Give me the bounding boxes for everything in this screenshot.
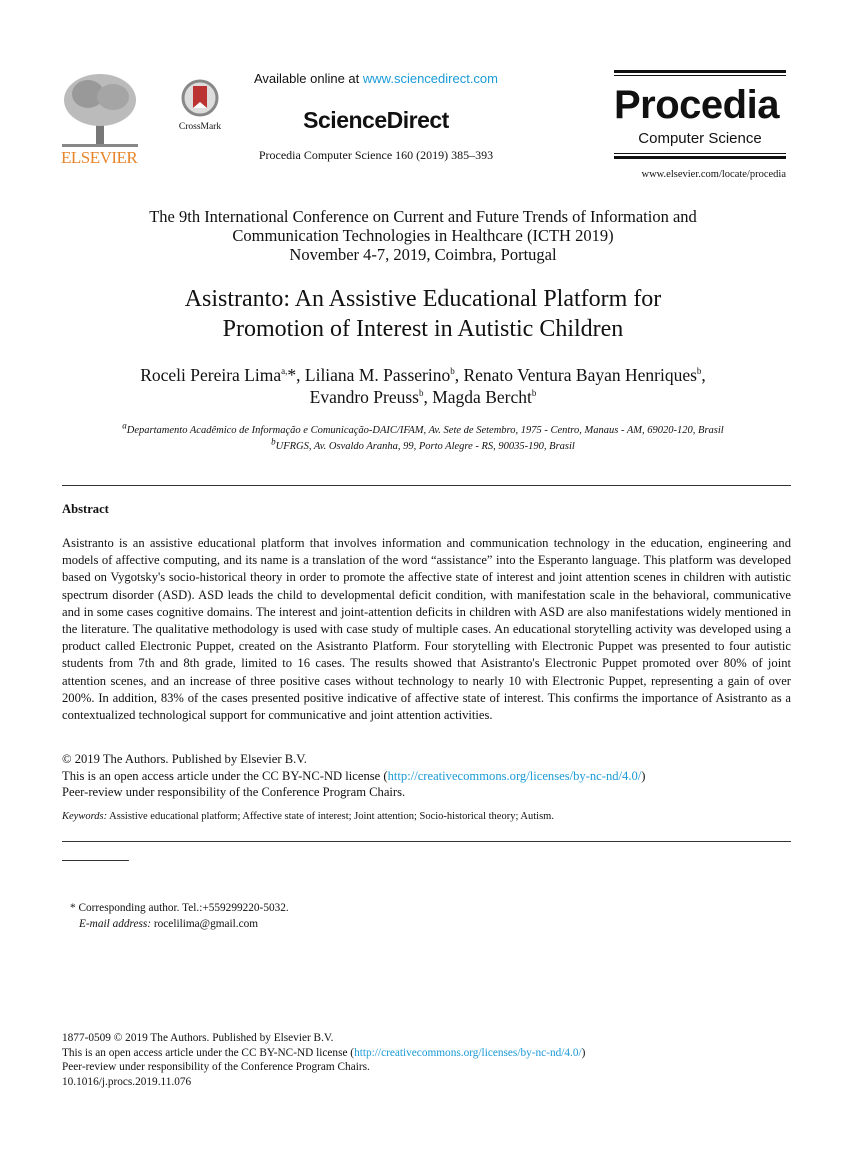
author-affiliation-mark: b [418, 388, 424, 399]
abstract-body: Asistranto is an assistive educational platform that involves information and communication technology in the education, engineering and models of affective computing, and its name is a translation of the word “assistance” into the Esperanto language. This platform was developed based on Vygotsky's socio-historical theory in order to promote the affective state of interest and joint attention scenes in children with autistic spectrum disorder (ASD). ASD leads the child to developmental deficit condition, with manifestation scale in the behavioral, communicative and in some cases cognitive domains. The interest and joint-attention deficits in children with ASD are also manifestations widely mentioned in the literature. The qualitative methodology is used with case study of multiple cases. An educational storytelling activity was developed using a product called Electronic Puppet, created on the Asistranto Platform. Four storytelling with Electronic Puppet was presented to four autistic students from 7th and 8th grade, limited to 16 cases. The results showed that Asistranto's Electronic Puppet promoted over 80% of joint attention scenes, and an increase of three positive cases without technology to nearly 10 with Electronic Puppet, representing a gain of over 200%. In addition, 83% of the cases presented positive indicative of affective state of interest. This confirms the importance of Asistranto as a contextualized technological support for communicative and joint attention activities. [62, 536, 791, 723]
author-affiliation-mark: b [696, 366, 702, 377]
divider-bottom [62, 841, 791, 842]
affiliation-text: Departamento Acadêmico de Informação e Comunicação-DAIC/IFAM, Av. Sete de Setembro, 1975 - Centro, Manaus - AM, 69020-120, Brasil [126, 425, 724, 436]
abstract-license-block [62, 751, 646, 801]
keywords-list: Assistive educational platform; Affective state of interest; Joint attention; Socio-historical theory; Autism. [107, 811, 554, 822]
author-list [0, 364, 846, 408]
conference-line-3: November 4-7, 2019, Coimbra, Portugal [289, 245, 557, 264]
author-separator: *, [287, 365, 305, 385]
affiliation-mark: a [122, 420, 127, 431]
crossmark-icon [174, 78, 226, 118]
author-separator: , [454, 365, 464, 385]
corresponding-footnote [70, 901, 289, 932]
sciencedirect-link[interactable]: www.sciencedirect.com [362, 71, 498, 86]
footer-license-text: This is an open access article under the CC BY-NC-ND license ( [62, 1046, 355, 1059]
author-name: Roceli Pereira Lima [140, 365, 282, 385]
divider-top [62, 485, 791, 486]
affiliation-text: UFRGS, Av. Osvaldo Aranha, 99, Porto Alegre - RS, 90035-190, Brasil [275, 441, 575, 452]
license-text: This is an open access article under the CC BY-NC-ND license ( [62, 768, 388, 783]
crossmark-logo[interactable] [174, 78, 226, 132]
license-text-end: ) [641, 768, 646, 783]
author-separator: , [423, 387, 433, 407]
crossmark-label: CrossMark [178, 122, 222, 132]
journal-url[interactable]: www.elsevier.com/locate/procedia [641, 169, 786, 180]
email-address[interactable]: rocelilima@gmail.com [151, 917, 259, 930]
affiliation-b [0, 436, 846, 455]
footnote-rule [62, 860, 129, 861]
issn-copyright: 1877-0509 © 2019 The Authors. Published by Elsevier B.V. [62, 1032, 334, 1044]
keywords [62, 811, 554, 822]
author-affiliation-mark: b [450, 366, 455, 377]
author-name: Liliana M. Passerino [304, 365, 451, 385]
affiliation-a [0, 420, 846, 439]
footer-peer-review: Peer-review under responsibility of the Conference Program Chairs. [62, 1061, 370, 1074]
procedia-logo [614, 70, 786, 159]
author-name: Renato Ventura Bayan Henriques [463, 365, 697, 385]
affiliations [0, 420, 846, 455]
elsevier-wordmark: ELSEVIER [61, 148, 138, 167]
author-separator: , [701, 365, 706, 385]
author-affiliation-mark: b [531, 388, 537, 399]
sciencedirect-logo: ScienceDirect [303, 107, 449, 133]
affiliation-mark: b [271, 436, 276, 447]
doi[interactable]: 10.1016/j.procs.2019.11.076 [62, 1075, 192, 1088]
procedia-subtitle: Computer Science [638, 130, 762, 147]
abstract-heading: Abstract [62, 502, 109, 516]
keywords-label: Keywords: [62, 811, 108, 822]
conference-line-1: The 9th International Conference on Current and Future Trends of Information and [149, 207, 697, 226]
copyright: © 2019 The Authors. Published by Elsevier B.V. [62, 752, 307, 766]
paper-title [0, 284, 846, 344]
page-footer [62, 1031, 585, 1089]
corresponding-author: * Corresponding author. Tel.:+559299220-5032. [70, 902, 289, 914]
peer-review: Peer-review under responsibility of the Conference Program Chairs. [62, 785, 406, 799]
footer-license [62, 1046, 585, 1061]
journal-reference: Procedia Computer Science 160 (2019) 385–393 [258, 148, 494, 162]
conference-info [0, 207, 846, 264]
elsevier-tree-icon [58, 72, 142, 150]
paper-title-line-2: Promotion of Interest in Autistic Children [222, 316, 624, 342]
available-online-prefix: Available online at [253, 71, 363, 86]
available-online [226, 71, 526, 86]
author-name: Evandro Preuss [309, 387, 419, 407]
paper-title-line-1: Asistranto: An Assistive Educational Platform for [184, 286, 662, 312]
author-name: Magda Bercht [432, 387, 532, 407]
email-label: E-mail address: [79, 917, 152, 930]
footer-license-link[interactable]: http://creativecommons.org/licenses/by-nc-nd/4.0/ [354, 1046, 582, 1059]
conference-line-2: Communication Technologies in Healthcare (ICTH 2019) [232, 226, 614, 245]
footer-license-end: ) [581, 1046, 586, 1059]
elsevier-logo [58, 72, 142, 167]
procedia-title: Procedia [614, 83, 779, 127]
author-affiliation-mark: a, [281, 366, 288, 377]
license-link[interactable]: http://creativecommons.org/licenses/by-nc-nd/4.0/ [387, 768, 642, 783]
license [62, 768, 646, 785]
